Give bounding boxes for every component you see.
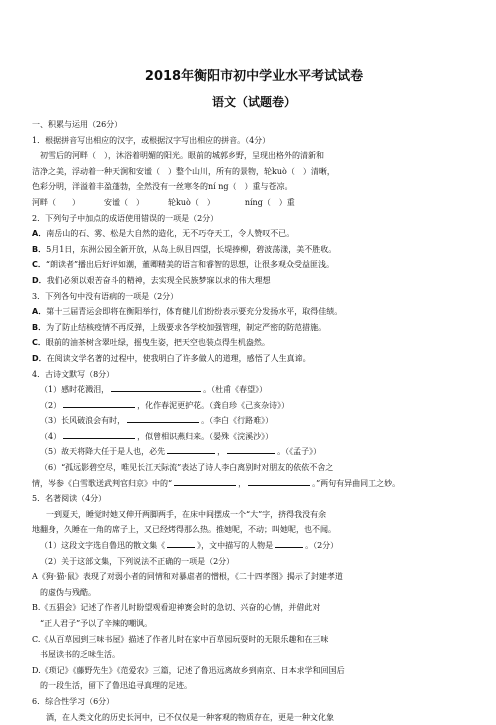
question-6-stem: 6．综合性学习（6分） xyxy=(32,696,115,706)
fill-blank[interactable] xyxy=(167,444,215,454)
option-c[interactable]: C.《从百草园到三味书屋》描述了作者儿时在家中百草园玩耍时的无限乐趣和在三味 xyxy=(32,634,329,644)
question-2-stem: 2．下列句子中加点的成语使用错误的一项是（2分） xyxy=(32,213,219,223)
fill-blank[interactable] xyxy=(167,538,195,548)
question-5-passage: 地翻身，久睡在一角的席子上，又已经烤得那么热。推她呢，不动；叫她呢，也不闻。 xyxy=(32,525,336,535)
option-a[interactable]: A．第十三届青运会即将在衡阳举行，体育健儿们纷纷表示要充分发扬水平，取得佳绩。 xyxy=(32,307,343,317)
option-b[interactable]: B．5月1日，东洲公园全新开放，从岛上纵目四望，长堤捧柳，碧波荡漾，美不胜收。 xyxy=(32,244,337,254)
option-d[interactable]: D．在阅读文学名著的过程中，使我明白了许多做人的道理，感悟了人生真谛。 xyxy=(32,353,311,363)
fill-blank[interactable] xyxy=(275,538,303,548)
option-d[interactable]: D.《琐记》《藤野先生》《范爱农》三篇，记述了鲁迅远离故乡到南京、日本求学和回国后 xyxy=(32,665,345,675)
fill-blank[interactable] xyxy=(63,429,135,439)
answer-slot[interactable]: níng（ ）重 xyxy=(244,197,295,207)
fill-blank[interactable] xyxy=(248,476,310,486)
poem-line: （4） ，似曾相识燕归来。（晏殊《浣溪沙》） xyxy=(32,429,456,445)
question-1-passage: 色彩分明，洋溢着丰盈蓬勃，全然没有一丝寒冬的ní ng（ ）重与苍凉。 xyxy=(32,182,293,192)
question-4-stem: 4．古诗文默写（8分） xyxy=(32,369,115,379)
question-5-sub-2: （2）关于这部文集，下列说法不正确的一项是（2分） xyxy=(40,556,235,566)
poem-line: （1）感时花溅泪， 。（杜甫《春望》） xyxy=(32,382,456,398)
question-1-passage: 洁净之美，浮动着一种天涧和安谧（ ）整个山川，所有的景物，轮kuò（ ）清晰， xyxy=(32,166,335,176)
option-a[interactable]: A．南岳山的石、雾、松是大自然的造化，无不巧夺天工，令人赞叹不已。 xyxy=(32,229,295,239)
question-1-stem: 1．根据拼音写出相应的汉字，或根据汉字写出相应的拼音。（4分） xyxy=(32,135,271,145)
option-b-cont: “正人君子”予以了辛辣的嘲讽。 xyxy=(40,619,153,628)
option-c[interactable]: C．“朗读者”播出后好评如潮，董卿精美的语言和睿智的思想，让很多观众受益匪浅。 xyxy=(32,260,335,270)
option-d-cont: 的一段生活，留下了鲁迅追寻真理的足迹。 xyxy=(40,681,192,691)
option-c-cont: 书屋读书的乏味生活。 xyxy=(40,650,120,660)
answer-slot[interactable]: 轮kuò（ ） xyxy=(168,197,215,207)
section-heading: 一、积累与运用（26分） xyxy=(32,120,123,129)
answer-slot[interactable]: 安谧（ ） xyxy=(104,197,144,207)
option-a[interactable]: A《狗·猫·鼠》表现了对弱小者的同情和对暴虐者的憎根，《二十四孝图》揭示了封建孝道 xyxy=(32,572,343,582)
fill-blank[interactable] xyxy=(174,476,236,486)
option-b[interactable]: B．为了防止结核疫情不再反弹，上级要求各学校加强管理，制定严密的防范措施。 xyxy=(32,322,327,332)
exam-title: 2018年衡阳市初中学业水平考试试卷 xyxy=(144,69,364,84)
poem-line: （2） ，化作春泥更护花。（龚自珍《己亥杂诗》） xyxy=(32,398,456,414)
question-5-sub-1: （1）这段文字选自鲁迅的散文集《 》，文中描写的人物是 。（2分） xyxy=(32,538,456,554)
question-6-passage: 酒，在人类文化的历史长河中，已不仅仅是一种客观的物质存在，更是一种文化象 xyxy=(46,712,334,722)
fill-blank[interactable] xyxy=(127,413,199,423)
question-1-passage: 初雪后的河畔（ ），沐浴着明媚的阳光。眼前的城郭乡野，呈现出格外的清新和 xyxy=(40,151,324,161)
question-5-passage: 一到夏天，睡觉时她又伸开两脚两手，在床中间摆成一个“大”字，挤得我没有余 xyxy=(46,509,327,519)
option-c[interactable]: C．眼前的油茶树含翠吐绿，摇曳生姿，把天空也装点得生机盎然。 xyxy=(32,338,270,348)
poem-line: （6）“孤远影碧空尽，唯见长江天际流”表达了诗人李白离别时对朋友的依依不舍之 xyxy=(40,463,334,473)
fill-blank[interactable] xyxy=(227,444,275,454)
option-b[interactable]: B.《五猖会》记述了作者儿时盼望观看迎神赛会时的急切、兴奋的心情，并借此对 xyxy=(32,603,321,613)
exam-subtitle: 语文（试题卷） xyxy=(211,95,296,109)
poem-line: （3）长风破浪会有时， 。（李白《行路难》） xyxy=(32,413,456,429)
poem-line: 情，岑参《白雪歌送武判官归京》中的“ ， 。”两句有异曲同工之妙。 xyxy=(32,476,456,492)
fill-blank[interactable] xyxy=(111,382,201,392)
option-d[interactable]: D．我们必须以艰苦奋斗的精神，去实现全民族梦寐以求的伟大理想 xyxy=(32,275,271,285)
question-3-stem: 3．下列各句中没有语病的一项是（2分） xyxy=(32,291,179,301)
poem-line: （5）故天将降大任于是人也，必先 ， 。（《孟子》） xyxy=(32,444,456,460)
question-5-stem: 5．名著阅读（4分） xyxy=(32,494,107,504)
answer-slot[interactable]: 河畔（ ） xyxy=(32,197,80,207)
question-1-answer-row xyxy=(32,195,456,211)
fill-blank[interactable] xyxy=(63,398,135,408)
option-a-cont: 的虚伪与残酷。 xyxy=(40,587,96,597)
